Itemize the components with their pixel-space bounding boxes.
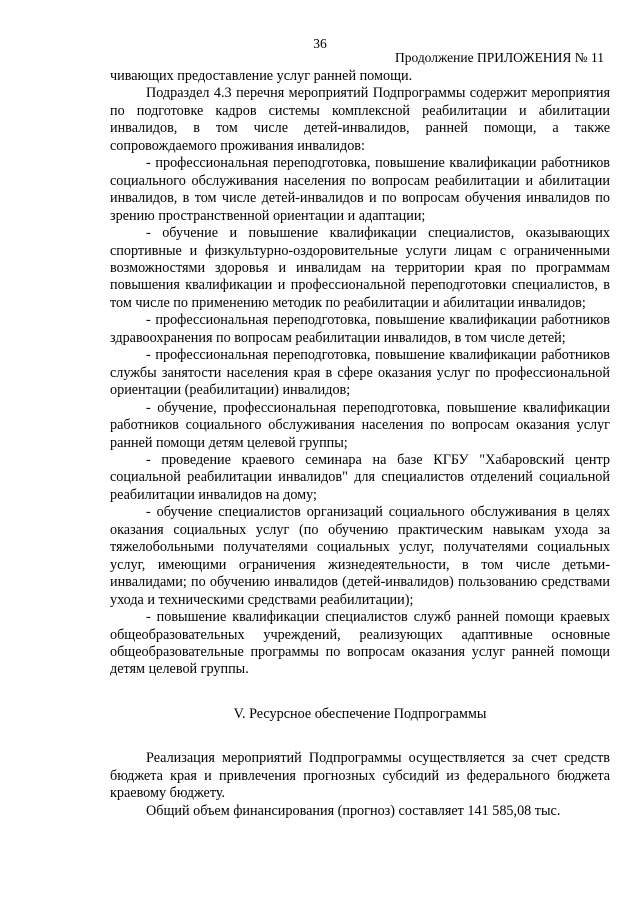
paragraph: Общий объем финансирования (прогноз) составляет 141 585,08 тыс. (146, 802, 561, 819)
page-number: 36 (313, 36, 327, 51)
list-item: - профессиональная переподготовка, повышение квалификации работников социального обслуживания населения по вопросам реабилитации и абилитации инвалидов, в том числе детей-инвалидов и по вопросам обучения инвалидов по зрению пространственной ориентации и адаптации; (110, 155, 610, 224)
appendix-label: Продолжение ПРИЛОЖЕНИЯ № 11 (394, 50, 604, 65)
list-item: - профессиональная переподготовка, повышение квалификации работников службы занятости населения края в сфере оказания услуг по профессиональной ориентации (реабилитации) инвалидов; (110, 347, 610, 399)
section-heading: V. Ресурсное обеспечение Подпрограммы (233, 705, 487, 722)
document-body (110, 68, 610, 820)
list-item: - профессиональная переподготовка, повышение квалификации работников здравоохранения по вопросам реабилитации инвалидов, в том числе детей; (110, 312, 610, 346)
paragraph: Реализация мероприятий Подпрограммы осуществляется за счет средств бюджета края и привлечения прогнозных субсидий из федерального бюджета краевому бюджету. (110, 750, 610, 802)
list-item: - обучение, профессиональная переподготовка, повышение квалификации работников социального обслуживания населения по вопросам оказания услуг ранней помощи детям целевой группы; (110, 399, 610, 451)
list-item: - проведение краевого семинара на базе КГБУ "Хабаровский центр социальной реабилитации инвалидов" для специалистов отделений социальной реабилитации инвалидов на дому; (110, 451, 610, 503)
list-item: - повышение квалификации специалистов служб ранней помощи краевых общеобразовательных учреждений, реализующих адаптивные основные общеобразовательные программы по вопросам оказания услуг ранней помощи детям целевой группы. (110, 609, 610, 678)
list-item: - обучение специалистов организаций социального обслуживания в целях оказания социальных услуг (по обучению практическим навыкам ухода за тяжелобольными получателями социальных услуг, получателями социальных услуг, имеющими ограничения жизнедеятельности, в том числе детьми-инвалидами; по обучению инвалидов (детей-инвалидов) пользованию средствами ухода и техническими средствами реабилитации); (110, 504, 610, 608)
paragraph-continuation: чивающих предоставление услуг ранней помощи. (110, 68, 413, 84)
list-item: - обучение и повышение квалификации специалистов, оказывающих спортивные и физкультурно-оздоровительные услуги лицам с ограниченными возможностями здоровья и инвалидам на территории края по программам повышения квалификации и профессиональной переподготовки специалистов, в том числе по применению методик по реабилитации и абилитации инвалидов; (110, 225, 610, 311)
paragraph-intro: Подраздел 4.3 перечня мероприятий Подпрограммы содержит мероприятия по подготовке кадров системы комплексной реабилитации и абилитации инвалидов, в том числе детей-инвалидов, ранней помощи, а также сопровождаемого проживания инвалидов: (110, 85, 610, 154)
